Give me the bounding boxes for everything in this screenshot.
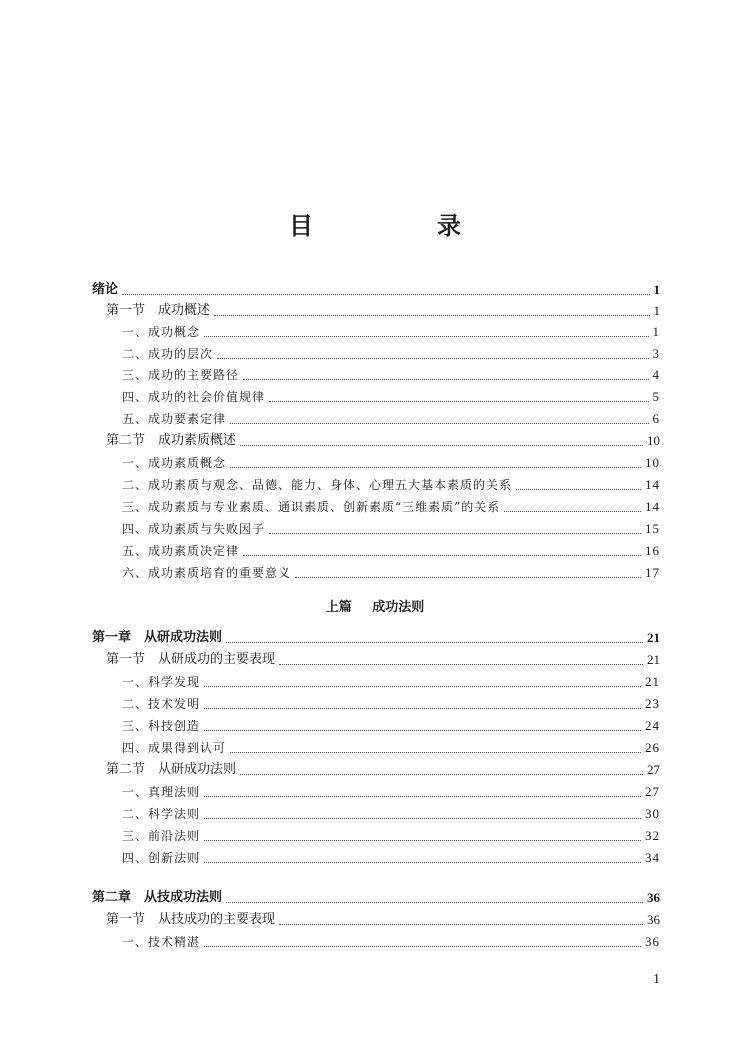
toc-entry-label: 第一节 从技成功的主要表现 (106, 912, 276, 927)
toc-entry-page: 3 (652, 346, 660, 361)
toc-entry-label: 二、成功的层次 (122, 347, 214, 361)
toc-dot-leader (279, 923, 643, 925)
toc-entry-page: 21 (647, 652, 660, 667)
toc-dot-leader (269, 400, 648, 402)
toc-dot-leader (243, 378, 648, 380)
toc-entry-page: 6 (652, 411, 660, 426)
toc-entry-page: 16 (645, 543, 660, 558)
toc-entry-label: 一、科学发现 (122, 675, 201, 689)
toc-entry-label: 一、成功素质概念 (122, 456, 227, 470)
toc-subsection-entry (122, 804, 660, 824)
toc-dot-leader (295, 576, 641, 578)
toc-entry-page: 14 (645, 499, 660, 514)
toc-entry-page: 36 (647, 890, 660, 905)
toc-entry-page: 5 (652, 389, 660, 404)
toc-dot-leader (204, 729, 641, 731)
toc-entry-label: 四、成果得到认可 (122, 741, 227, 755)
toc-entry-label: 第一节 从研成功的主要表现 (106, 652, 276, 667)
toc-dot-leader (279, 663, 643, 665)
toc-entry-page: 36 (647, 912, 660, 927)
toc-dot-leader (230, 466, 641, 468)
toc-subsection-entry (122, 409, 660, 429)
toc-entry-page: 4 (652, 367, 660, 382)
part-heading-part: 上篇 (325, 600, 352, 615)
toc-entry-label: 第一节 成功概述 (106, 303, 211, 318)
toc-section-entry (106, 910, 660, 930)
toc-subsection-entry (122, 475, 660, 495)
toc-entry-page: 14 (645, 477, 660, 492)
toc-subsection-entry (122, 563, 660, 583)
page-number: 1 (653, 972, 660, 987)
toc-subsection-entry (122, 716, 660, 736)
toc-entry-page: 32 (645, 828, 660, 843)
toc-entry-page: 24 (645, 718, 660, 733)
toc-subsection-entry (122, 672, 660, 692)
toc-entry-label: 一、技术精湛 (122, 935, 201, 949)
toc-entry-label: 二、技术发明 (122, 697, 201, 711)
page-title: 目 录 (289, 212, 511, 240)
toc-entry-page: 36 (645, 934, 660, 949)
toc-dot-leader (204, 795, 641, 797)
toc-entry-label: 二、科学法则 (122, 807, 201, 821)
toc-section-entry (106, 760, 660, 780)
toc-dot-leader (516, 488, 641, 490)
toc-entry-label: 第二节 从研成功法则 (106, 762, 237, 777)
toc-entry-page: 21 (645, 674, 660, 689)
toc-dot-leader (214, 314, 649, 316)
toc-subsection-entry (122, 738, 660, 758)
toc-entry-page: 21 (647, 630, 660, 645)
toc-entry-page: 26 (645, 740, 660, 755)
toc-dot-leader (243, 554, 641, 556)
toc-subsection-entry (122, 519, 660, 539)
toc-entry-page: 10 (645, 455, 660, 470)
toc-subsection-entry (122, 782, 660, 802)
toc-dot-leader (122, 293, 649, 295)
toc-entry-label: 一、真理法则 (122, 785, 201, 799)
toc-entry-label: 绪论 (92, 282, 119, 297)
toc-entry-label: 三、前沿法则 (122, 829, 201, 843)
toc-dot-leader (204, 945, 641, 947)
toc-entry-page: 23 (645, 696, 660, 711)
toc-dot-leader (204, 335, 648, 337)
toc-chapter-entry (92, 888, 660, 908)
toc-entry-label: 二、成功素质与观念、品德、能力、身体、心理五大基本素质的关系 (122, 478, 513, 492)
toc-entry-label: 第二节 成功素质概述 (106, 433, 237, 448)
toc-entry-label: 四、创新法则 (122, 851, 201, 865)
toc-entry-page: 10 (647, 433, 660, 448)
toc-entry-label: 三、成功素质与专业素质、通识素质、创新素质“三维素质”的关系 (122, 500, 501, 514)
toc-dot-leader (240, 773, 643, 775)
toc-entry-label: 一、成功概念 (122, 325, 201, 339)
toc-entry-page: 17 (645, 565, 660, 580)
toc-subsection-entry (122, 826, 660, 846)
toc-entry-label: 四、成功素质与失败因子 (122, 522, 266, 536)
toc-subsection-entry (122, 497, 660, 517)
toc-section-entry (106, 650, 660, 670)
toc-subsection-entry (122, 387, 660, 407)
toc-dot-leader (230, 422, 648, 424)
toc-dot-leader (240, 444, 643, 446)
toc-subsection-entry (122, 541, 660, 561)
toc-dot-leader (204, 839, 641, 841)
toc-subsection-entry (122, 932, 660, 952)
toc-subsection-entry (122, 344, 660, 364)
toc-subsection-entry (122, 322, 660, 342)
toc-subsection-entry (122, 694, 660, 714)
toc-entry-page: 1 (653, 303, 660, 318)
toc-chapter-entry (92, 280, 660, 300)
toc-entry-label: 四、成功的社会价值规律 (122, 390, 266, 404)
toc-subsection-entry (122, 453, 660, 473)
toc-dot-leader (204, 817, 641, 819)
toc-entry-label: 六、成功素质培育的重要意义 (122, 566, 292, 580)
toc-chapter-entry (92, 628, 660, 648)
toc-dot-leader (504, 510, 641, 512)
toc-entry-label: 三、科技创造 (122, 719, 201, 733)
toc-entry-label: 五、成功素质决定律 (122, 544, 240, 558)
toc-dot-leader (269, 532, 641, 534)
toc-dot-leader (217, 357, 648, 359)
toc-dot-leader (204, 685, 641, 687)
toc-entry-label: 第二章 从技成功法则 (92, 890, 223, 905)
toc-entry-page: 1 (652, 324, 660, 339)
toc-entry-page: 30 (645, 806, 660, 821)
toc-dot-leader (204, 861, 641, 863)
toc-dot-leader (226, 641, 643, 643)
toc-section-entry (106, 301, 660, 321)
toc-entry-page: 1 (653, 282, 660, 297)
toc-dot-leader (226, 901, 643, 903)
toc-entry-page: 27 (645, 784, 660, 799)
toc-dot-leader (204, 707, 641, 709)
toc-dot-leader (230, 751, 641, 753)
toc-entry-label: 第一章 从研成功法则 (92, 630, 223, 645)
toc-entry-page: 34 (645, 850, 660, 865)
toc-entry-page: 27 (647, 762, 660, 777)
toc-subsection-entry (122, 365, 660, 385)
toc-entry-label: 三、成功的主要路径 (122, 368, 240, 382)
toc-entry-page: 15 (645, 521, 660, 536)
toc-entry-label: 五、成功要素定律 (122, 412, 227, 426)
part-heading-name: 成功法则 (372, 600, 425, 615)
toc-section-entry (106, 431, 660, 451)
part-heading (0, 596, 750, 615)
toc-subsection-entry (122, 848, 660, 868)
